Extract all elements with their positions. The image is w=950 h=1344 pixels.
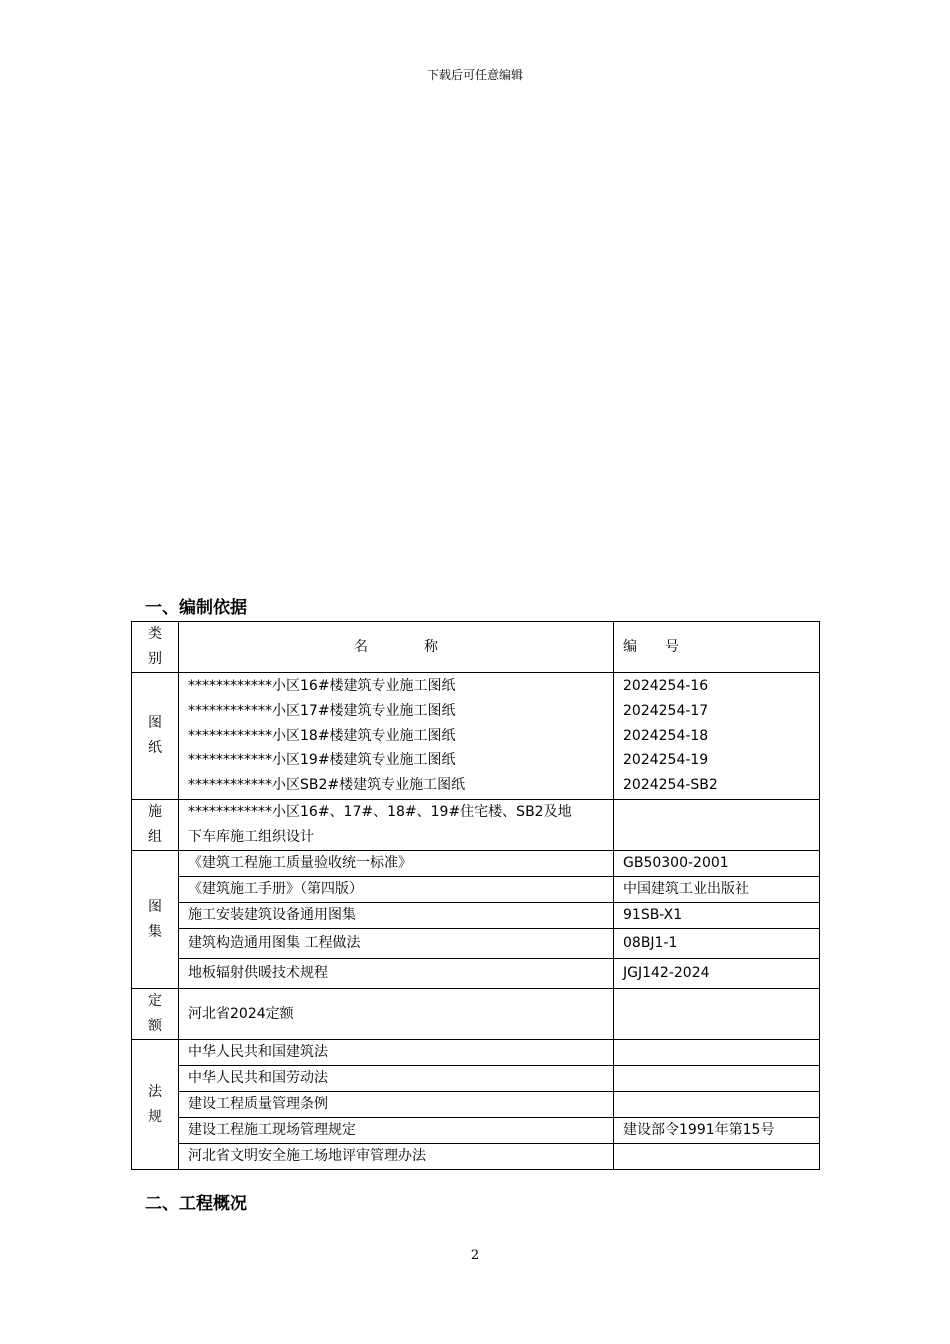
regulation-code [614, 1092, 820, 1118]
quota-row [132, 989, 820, 1040]
atlas-row [132, 903, 820, 929]
regulation-row [132, 1144, 820, 1170]
atlas-code: JGJ142-2024 [614, 959, 820, 989]
atlas-code: 08BJ1-1 [614, 929, 820, 959]
atlas-code: 中国建筑工业出版社 [614, 877, 820, 903]
regulation-name: 中华人民共和国劳动法 [179, 1066, 614, 1092]
drawing-name: ************小区19#楼建筑专业施工图纸 [188, 752, 456, 769]
atlas-name: 施工安装建筑设备通用图集 [179, 903, 614, 929]
drawing-name: ************小区17#楼建筑专业施工图纸 [188, 702, 456, 719]
atlas-code: GB50300-2001 [614, 851, 820, 877]
regulation-row [132, 1066, 820, 1092]
regulation-name: 河北省文明安全施工场地评审管理办法 [179, 1144, 614, 1170]
atlas-row [132, 929, 820, 959]
page-number: 2 [470, 1248, 480, 1263]
atlas-row [132, 959, 820, 989]
header-note: 下载后可任意编辑 [426, 68, 523, 82]
atlas-name: 地板辐射供暖技术规程 [179, 959, 614, 989]
header-code: 编 号 [614, 622, 820, 673]
atlas-name: 《建筑工程施工质量验收统一标准》 [179, 851, 614, 877]
regulation-code [614, 1066, 820, 1092]
organization-category: 施 组 [132, 800, 179, 851]
drawing-code: 2024254-18 [623, 727, 709, 744]
drawing-code: 2024254-17 [623, 702, 709, 719]
regulation-row [132, 1092, 820, 1118]
header-name: 名 称 [179, 622, 614, 673]
atlas-row [132, 877, 820, 903]
drawing-code: 2024254-19 [623, 752, 709, 769]
drawing-name: ************小区SB2#楼建筑专业施工图纸 [188, 777, 466, 794]
section-title-basis: 一、编制依据 [145, 598, 247, 618]
drawing-code: 2024254-16 [623, 678, 709, 694]
regulation-code: 建设部令1991年第15号 [614, 1118, 820, 1144]
drawings-category: 图 纸 [132, 673, 179, 800]
quota-name: 河北省2024定额 [179, 989, 614, 1040]
atlas-name: 《建筑施工手册》（第四版） [179, 877, 614, 903]
regulation-code [614, 1040, 820, 1066]
organization-code [614, 800, 820, 851]
atlas-category: 图 集 [132, 851, 179, 989]
regulation-code [614, 1144, 820, 1170]
quota-code [614, 989, 820, 1040]
table-header-row [132, 622, 820, 673]
regulation-name: 中华人民共和国建筑法 [179, 1040, 614, 1066]
drawings-names [179, 673, 614, 800]
atlas-name: 建筑构造通用图集 工程做法 [179, 929, 614, 959]
drawings-codes [614, 673, 820, 800]
header-category: 类 别 [132, 622, 179, 673]
regulation-row [132, 1118, 820, 1144]
organization-row [132, 800, 820, 851]
drawing-name: ************小区18#楼建筑专业施工图纸 [188, 727, 456, 744]
regulations-category: 法 规 [132, 1040, 179, 1170]
atlas-code: 91SB-X1 [614, 903, 820, 929]
section-title-overview: 二、工程概况 [145, 1194, 247, 1214]
regulation-name: 建设工程质量管理条例 [179, 1092, 614, 1118]
atlas-row [132, 851, 820, 877]
regulation-row [132, 1040, 820, 1066]
drawing-name: ************小区16#楼建筑专业施工图纸 [188, 678, 456, 694]
drawings-row [132, 673, 820, 800]
organization-name: ************小区16#、17#、18#、19#住宅楼、SB2及地 下车库施工组织设计 [179, 800, 614, 851]
drawing-code: 2024254-SB2 [623, 777, 718, 794]
quota-category: 定 额 [132, 989, 179, 1040]
regulation-name: 建设工程施工现场管理规定 [179, 1118, 614, 1144]
basis-table [131, 621, 820, 1170]
